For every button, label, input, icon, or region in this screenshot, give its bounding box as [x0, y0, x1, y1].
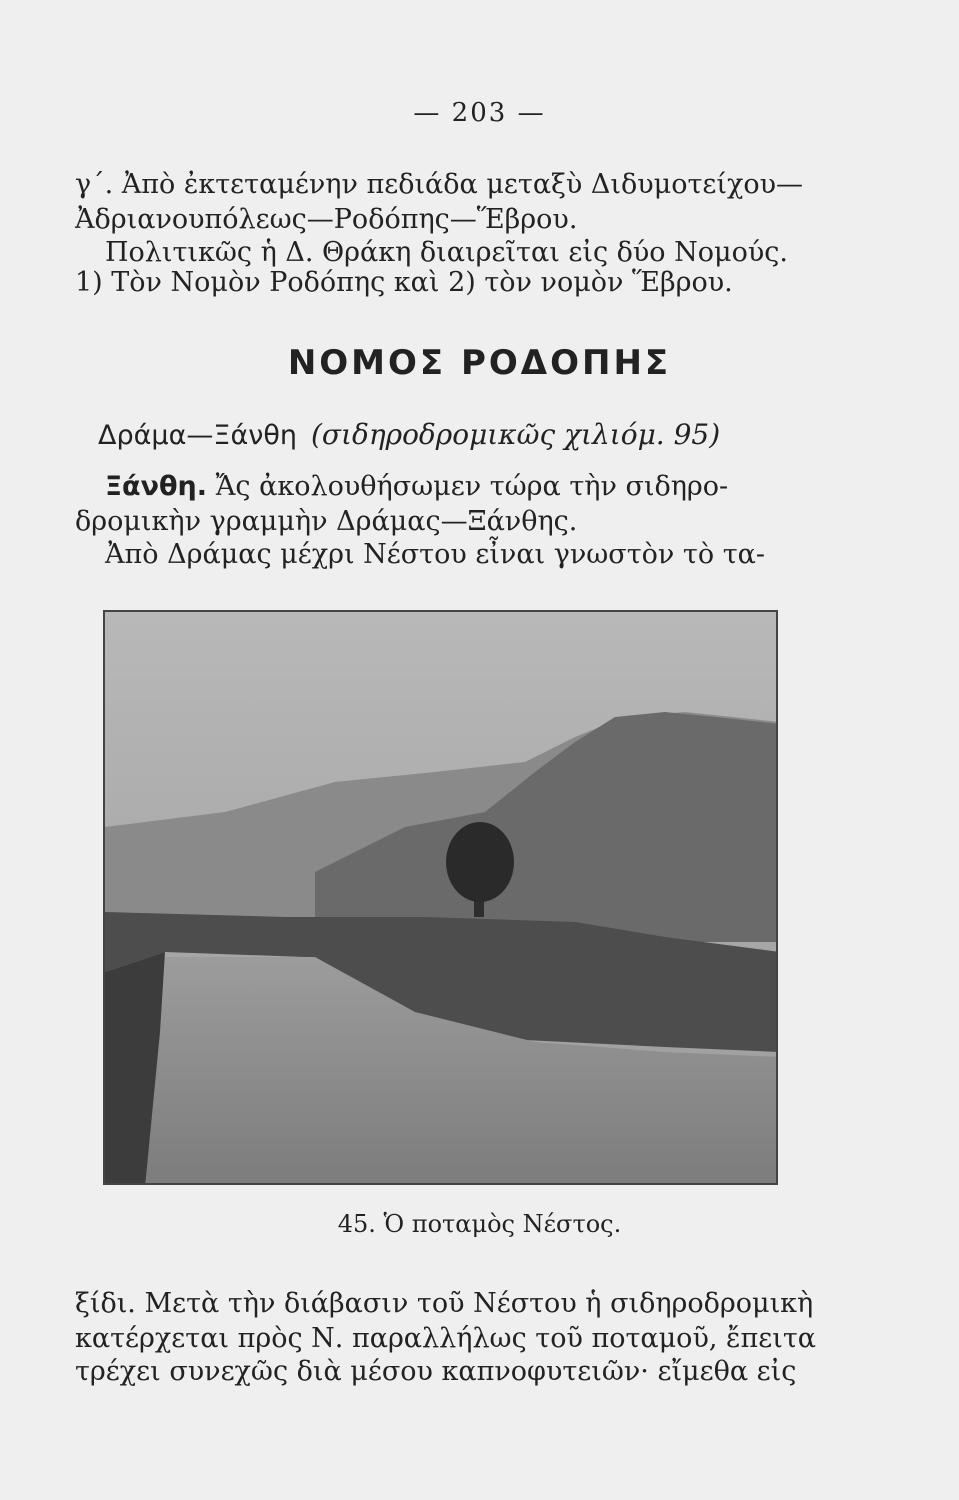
closing-line-2: κατέρχεται πρὸς Ν. παραλλήλως τοῦ ποταμοῦ, ἔπειτα [75, 1323, 816, 1354]
figure-caption: 45. Ὁ ποταμὸς Νέστος. [337, 1210, 622, 1238]
route-label: Δράμα—Ξάνθη [98, 420, 297, 451]
route-distance-note: (σιδηροδρομικῶς χιλιόμ. 95) [310, 418, 721, 451]
closing-line-3: τρέχει συνεχῶς διὰ μέσου καπνοφυτειῶν· εἴμεθα εἰς [75, 1356, 797, 1387]
body-line-2: δρομικὴν γραμμὴν Δράμας—Ξάνθης. [75, 506, 578, 537]
intro-line-1: γ΄. Ἀπὸ ἐκτεταμένην πεδιάδα μεταξὺ Διδυμοτείχου— [75, 169, 804, 200]
tree-crown [446, 822, 514, 902]
body-line-1 [105, 470, 810, 504]
body-line-1-text: Ἄς ἀκολουθήσωμεν τώρα τὴν σιδηρο- [207, 471, 729, 502]
body-line-3: Ἀπὸ Δράμας μέχρι Νέστου εἶναι γνωστὸν τὸ τα- [105, 539, 765, 570]
section-title: ΝΟΜΟΣ ΡΟΔΟΠΗΣ [287, 343, 672, 383]
closing-line-1: ξίδι. Μετὰ τὴν διάβασιν τοῦ Νέστου ἡ σιδηροδρομικὴ [75, 1288, 814, 1319]
intro-line-2: Ἀδριανουπόλεως—Ροδόπης—Ἕβρου. [75, 204, 578, 235]
run-in-heading: Ξάνθη. [105, 471, 208, 502]
section-subheading [98, 418, 818, 451]
intro-line-3: Πολιτικῶς ἡ Δ. Θράκη διαιρεῖται εἰς δύο Νομούς. [105, 237, 788, 268]
intro-line-4: 1) Τὸν Νομὸν Ροδόπης καὶ 2) τὸν νομὸν Ἕβρου. [75, 267, 733, 298]
page-number: — 203 — [413, 98, 546, 128]
river-nestos-photo [103, 610, 778, 1185]
landscape-image [105, 612, 778, 1185]
